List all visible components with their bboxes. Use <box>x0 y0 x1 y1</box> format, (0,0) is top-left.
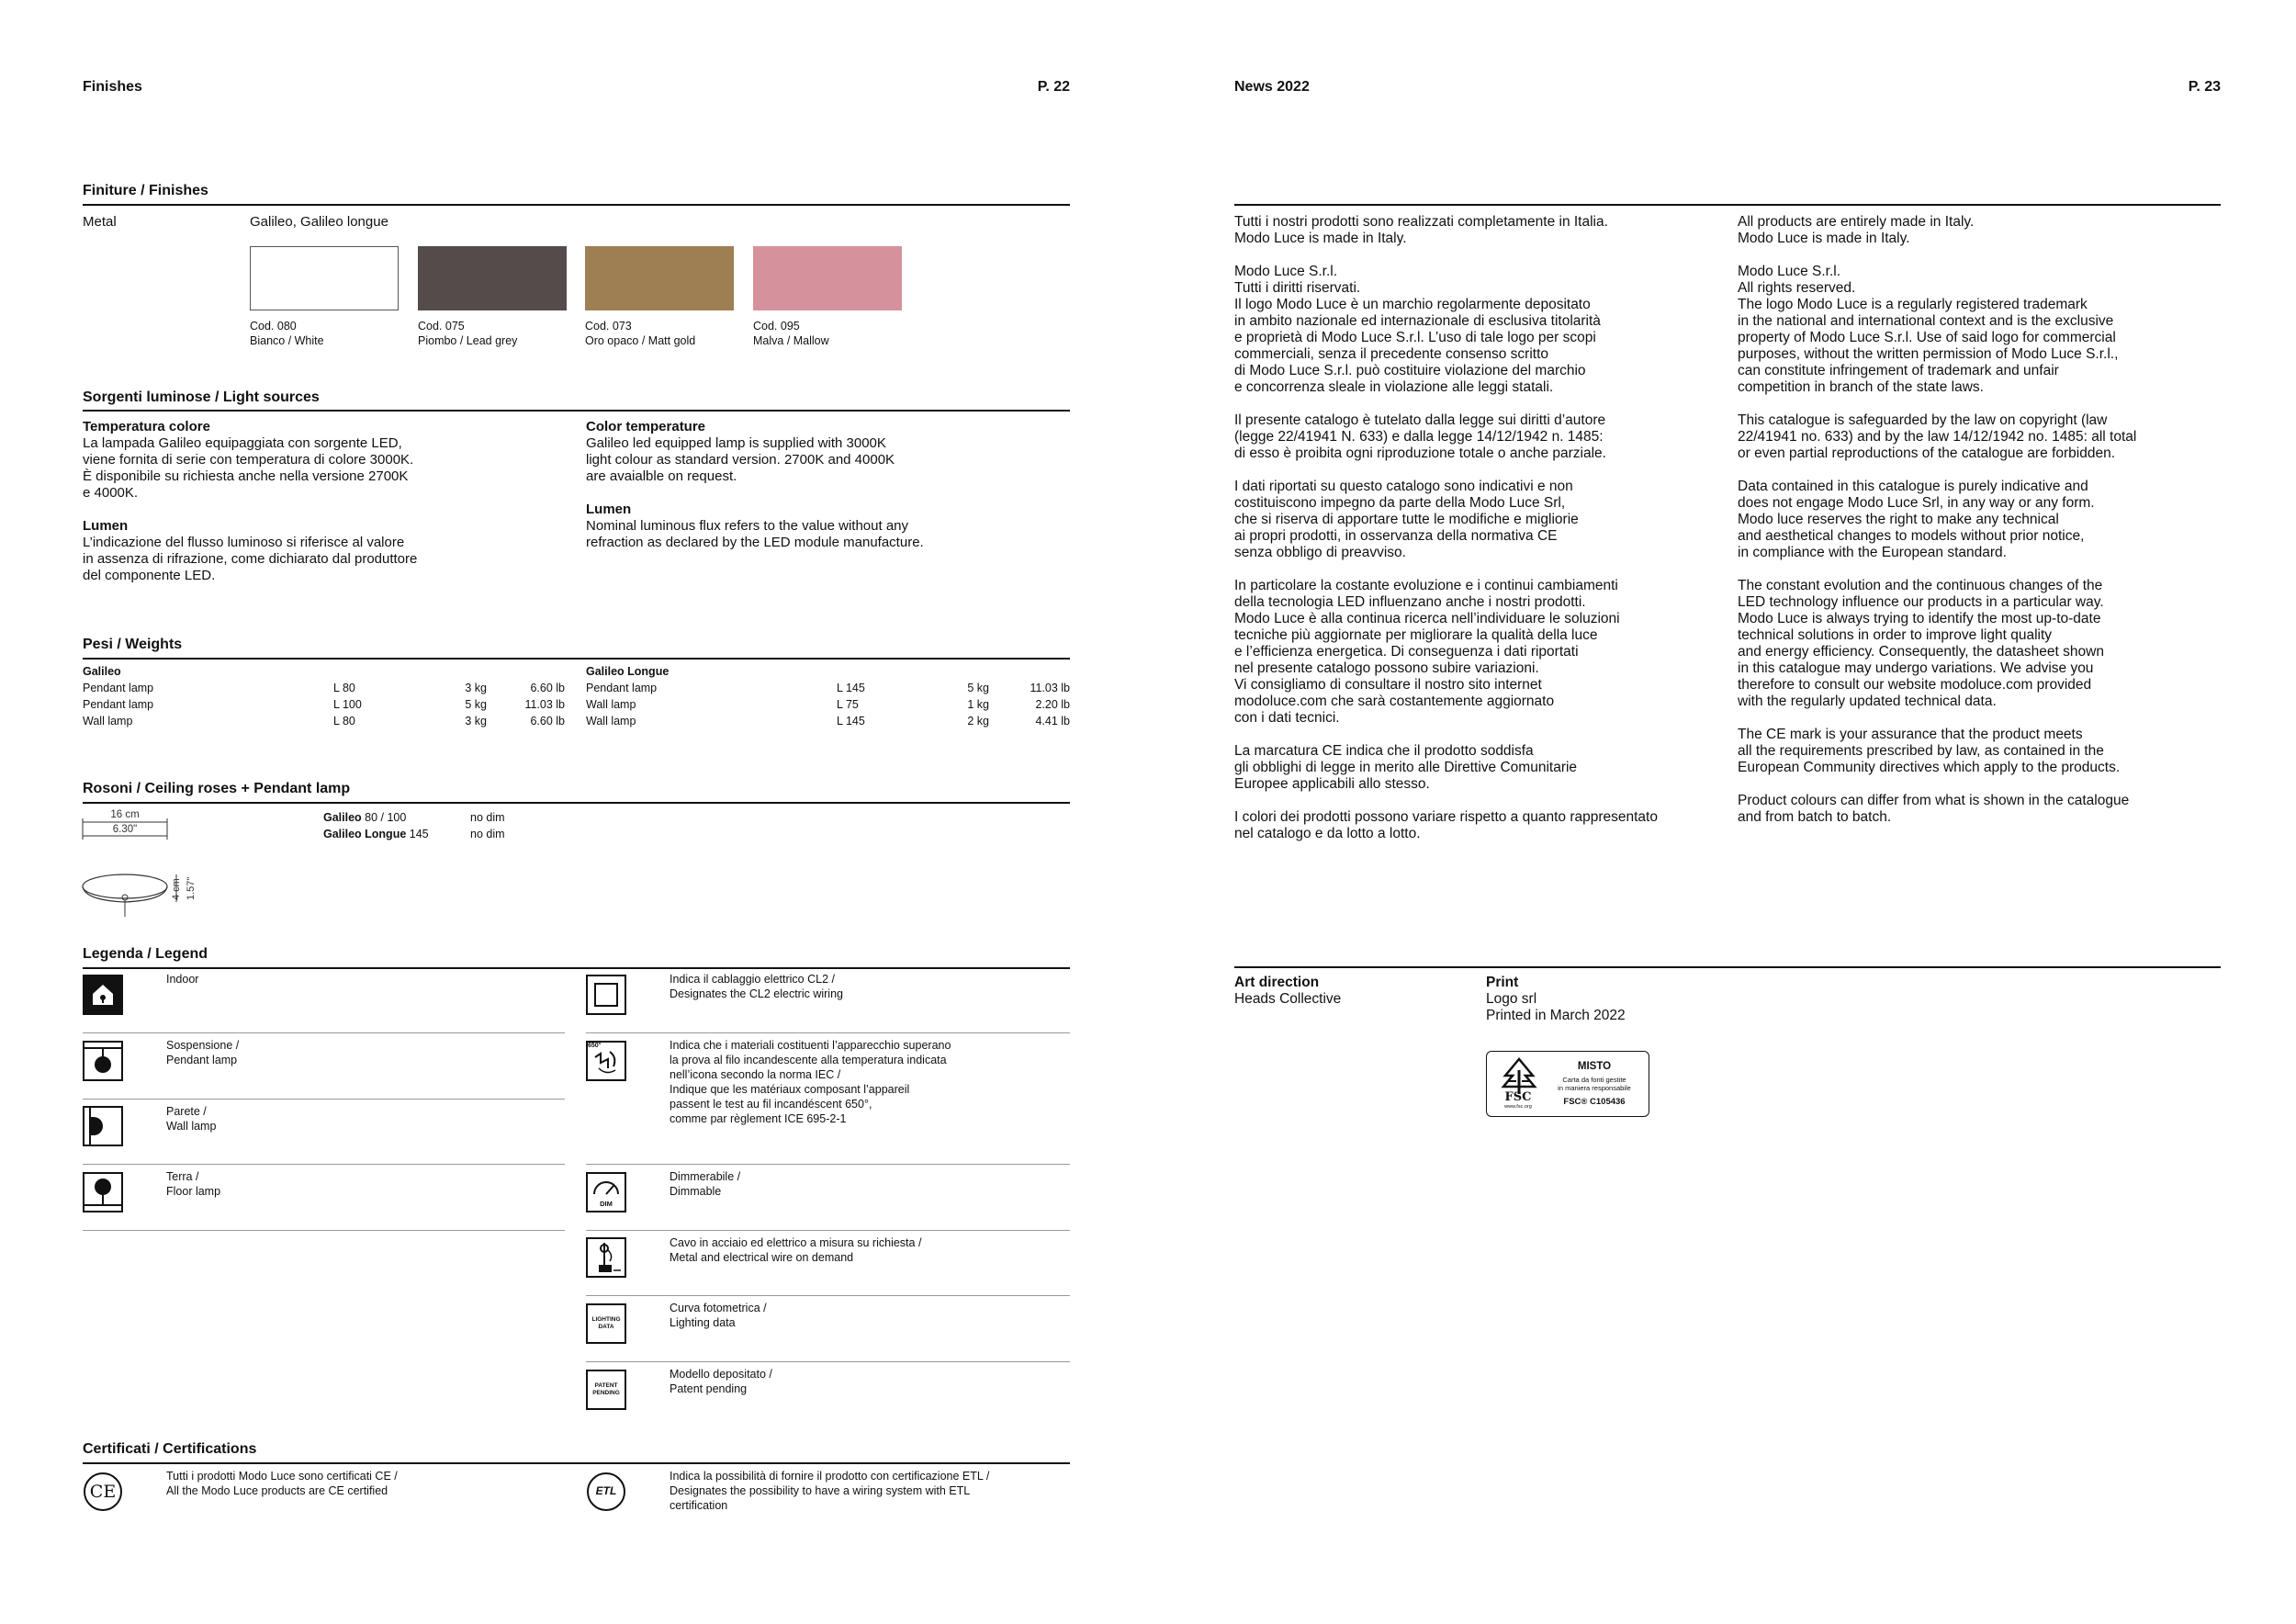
legend-dimmable-text <box>670 1169 740 1199</box>
swatch-name: Oro opaco / Matt gold <box>585 334 696 347</box>
legal-paragraph <box>1234 743 1658 793</box>
art-direction-name: Heads Collective <box>1234 991 1342 1007</box>
text-line: ai propri prodotti, in osservanza della normativa CE <box>1234 528 1558 544</box>
rose-sizes: 145 <box>406 828 429 840</box>
ce-mark-icon <box>83 1472 123 1512</box>
text-line: senza obbligo di preavviso. <box>1234 545 1406 560</box>
credits-art-direction <box>1234 975 1341 1008</box>
text-line: property of Modo Luce S.r.l. Use of said logo for commercial <box>1738 330 2116 345</box>
floor-lamp-icon <box>83 1172 123 1212</box>
text-line: (legge 22/41941 N. 633) e dalla legge 14/12/1942 n. 1485: <box>1234 429 1604 445</box>
text-line: Dimmerabile / <box>670 1170 741 1183</box>
text-line: Indica la possibilità di fornire il prodotto con certificazione ETL / <box>670 1470 990 1483</box>
lamp-type: Pendant lamp <box>586 682 658 694</box>
text-line: with the regularly updated technical data. <box>1738 694 1997 709</box>
text-line: The logo Modo Luce is a regularly registered trademark <box>1738 297 2088 312</box>
text-line: della tecnologia LED influenzano anche i nostri prodotti. <box>1234 594 1586 610</box>
fsc-logo <box>1486 1051 1649 1117</box>
legal-paragraph <box>1738 412 2136 462</box>
text-line: e l’efficienza energetica. Di conseguenza i dati riportati <box>1234 644 1579 660</box>
text-line: therefore to consult our website modoluce.com provided <box>1738 677 2092 693</box>
rose-height-cm: 4 cm <box>171 878 182 900</box>
text-line: in ambito nazionale ed internazionale di esclusiva titolarità <box>1234 313 1601 329</box>
text-line: All the Modo Luce products are CE certified <box>166 1484 388 1497</box>
text-line: in assenza di rifrazione, come dichiarato dal produttore <box>83 551 418 567</box>
text-line: This catalogue is safeguarded by the law on copyright (law <box>1738 412 2108 428</box>
swatch-matt-gold <box>585 246 734 310</box>
text-line: nell’icona secondo la norma IEC / <box>670 1068 841 1081</box>
lamp-size: L 75 <box>837 698 859 711</box>
text-line: Modo luce reserves the right to make any technical <box>1738 512 2059 527</box>
text-line: Tutti i prodotti Modo Luce sono certificati CE / <box>166 1470 398 1483</box>
text-line: Tutti i diritti riservati. <box>1234 280 1361 296</box>
text-line: Wall lamp <box>166 1120 217 1133</box>
lamp-lb: 11.03 lb <box>524 698 565 711</box>
print-date: Printed in March 2022 <box>1486 1008 1626 1023</box>
legend-divider <box>83 1230 565 1231</box>
swatch-white-label <box>250 319 324 348</box>
finish-material: Metal <box>83 214 117 230</box>
lamp-kg: 3 kg <box>465 682 487 694</box>
text-line: la prova al filo incandescente alla temperatura indicata <box>670 1054 947 1066</box>
etl-mark-icon <box>586 1472 626 1512</box>
light-sources-it <box>83 419 417 584</box>
text-line: Modo Luce is always trying to identify the most up-to-date <box>1738 611 2101 626</box>
text-line: does not engage Modo Luce Srl, in any way or any form. <box>1738 495 2095 511</box>
weights-longue <box>586 663 1070 729</box>
legend-patent-text <box>670 1367 772 1396</box>
text-line: L’indicazione del flusso luminoso si riferisce al valore <box>83 535 405 550</box>
icon-text: LIGHTING <box>591 1316 621 1323</box>
text-line: in maniera responsabile <box>1558 1084 1631 1092</box>
text-line: Il presente catalogo è tutelato dalla legge sui diritti d’autore <box>1234 412 1606 428</box>
lighting-data-label <box>586 1316 626 1331</box>
text-line: di esso è proibita ogni riproduzione totale o anche parziale. <box>1234 445 1606 461</box>
legal-paragraph <box>1738 727 2136 776</box>
swatch-code: Cod. 073 <box>585 320 632 333</box>
text-line: Metal and electrical wire on demand <box>670 1251 854 1264</box>
text-line: nel presente catalogo possono subire variazioni. <box>1234 660 1539 676</box>
swatch-lead-grey <box>418 246 567 310</box>
swatch-mallow <box>753 246 902 310</box>
text-line: and from batch to batch. <box>1738 809 1892 825</box>
text-line: Indique que les matériaux composant l’appareil <box>670 1083 910 1096</box>
text-line: all the requirements prescribed by law, as contained in the <box>1738 743 2104 759</box>
lamp-kg: 5 kg <box>967 682 989 694</box>
dim-label: DIM <box>600 1200 613 1208</box>
roses-list <box>323 809 562 842</box>
text-line: technical solutions in order to improve light quality <box>1738 627 2053 643</box>
text-line: competition in branch of the state laws. <box>1738 379 1984 395</box>
temp-title-en: Color temperature <box>586 419 706 434</box>
patent-pending-icon <box>586 1370 626 1410</box>
text-line: Il logo Modo Luce è un marchio regolarmente depositato <box>1234 297 1591 312</box>
finishes-title: Finiture / Finishes <box>83 183 208 198</box>
ce-text <box>166 1469 398 1498</box>
lamp-size: L 145 <box>837 682 865 694</box>
legend-divider <box>83 1099 565 1100</box>
text-line: Carta da fonti gestite <box>1562 1076 1626 1084</box>
legal-paragraph <box>1234 809 1658 842</box>
legal-paragraph <box>1234 578 1658 727</box>
text-line: and aesthetical changes to models without prior notice, <box>1738 528 2085 544</box>
text-line: Lighting data <box>670 1316 736 1329</box>
lamp-lb: 4.41 lb <box>1035 715 1070 727</box>
text-line: viene fornita di serie con temperatura di colore 3000K. <box>83 452 414 468</box>
legend-wire-text <box>670 1235 921 1265</box>
lamp-lb: 11.03 lb <box>1030 682 1070 694</box>
swatch-code: Cod. 080 <box>250 320 297 333</box>
text-line: certification <box>670 1499 728 1512</box>
swatch-name: Malva / Mallow <box>753 334 829 347</box>
fsc-code: FSC® C105436 <box>1563 1097 1626 1107</box>
text-line: e concorrenza sleale in violazione alle leggi statali. <box>1234 379 1554 395</box>
text-line: Floor lamp <box>166 1185 221 1198</box>
legal-paragraph <box>1738 793 2136 826</box>
lighting-data-icon <box>586 1303 626 1344</box>
wire-on-demand-icon <box>586 1237 626 1278</box>
text-line: Curva fotometrica / <box>670 1302 767 1314</box>
lamp-type: Wall lamp <box>83 715 133 727</box>
right-page-title: News 2022 <box>1234 79 1310 95</box>
lamp-type: Pendant lamp <box>83 682 154 694</box>
table-row <box>586 680 1070 696</box>
legend-divider <box>586 1164 1070 1165</box>
legend-lighting-text <box>670 1301 767 1330</box>
weights-title: Pesi / Weights <box>83 637 183 652</box>
wall-lamp-icon <box>83 1106 123 1146</box>
text-line: purposes, without the written permission of Modo Luce S.r.l., <box>1738 346 2119 362</box>
etl-text <box>670 1469 989 1513</box>
swatch-code: Cod. 095 <box>753 320 800 333</box>
legal-text-italian <box>1234 214 1658 859</box>
legend-rule <box>83 967 1070 969</box>
weights-group-name: Galileo <box>83 665 121 678</box>
right-page-number: P. 23 <box>2188 79 2221 95</box>
weights-galileo <box>83 663 565 729</box>
print-title: Print <box>1486 975 1519 990</box>
cl2-wiring-icon <box>586 975 626 1015</box>
legend-indoor-text <box>166 972 198 987</box>
table-row <box>83 696 565 713</box>
lamp-size: L 100 <box>333 698 362 711</box>
text-line: European Community directives which apply to the products. <box>1738 760 2121 775</box>
legend-wall-text <box>166 1104 216 1133</box>
text-line: Designates the CL2 electric wiring <box>670 987 843 1000</box>
certifications-rule <box>83 1462 1070 1464</box>
lamp-size: L 80 <box>333 715 355 727</box>
swatch-white <box>250 246 399 310</box>
finish-models: Galileo, Galileo longue <box>250 214 388 230</box>
text-line: e proprietà di Modo Luce S.r.l. L’uso di tale logo per scopi <box>1234 330 1596 345</box>
text-line: Indoor <box>166 973 199 986</box>
text-line: Cavo in acciaio ed elettrico a misura su richiesta / <box>670 1236 922 1249</box>
swatch-mallow-label <box>753 319 829 348</box>
indoor-icon <box>83 975 123 1015</box>
legend-divider <box>586 1230 1070 1231</box>
lamp-kg: 3 kg <box>465 715 487 727</box>
rose-model: Galileo <box>323 811 362 824</box>
text-line: can constitute infringement of trademark and unfair <box>1738 363 2059 378</box>
text-line: con i dati tecnici. <box>1234 710 1340 726</box>
lamp-type: Pendant lamp <box>83 698 154 711</box>
table-row <box>83 680 565 696</box>
text-line: All rights reserved. <box>1738 280 1856 296</box>
pendant-lamp-icon <box>83 1041 123 1081</box>
text-line: and energy efficiency. Consequently, the datasheet shown <box>1738 644 2104 660</box>
text-line: Terra / <box>166 1170 199 1183</box>
legend-divider <box>586 1032 1070 1033</box>
legal-paragraph <box>1738 578 2136 710</box>
swatch-code: Cod. 075 <box>418 320 465 333</box>
text-line: Modo Luce è alla continua ricerca nell’individuare le soluzioni <box>1234 611 1620 626</box>
legal-paragraph <box>1234 412 1658 462</box>
legend-floor-text <box>166 1169 220 1199</box>
temp-title-it: Temperatura colore <box>83 419 210 434</box>
text-line: in this catalogue may undergo variations. We advise you <box>1738 660 2094 676</box>
fsc-source-text <box>1544 1076 1645 1092</box>
legend-divider <box>586 1295 1070 1296</box>
lamp-type: Wall lamp <box>586 715 636 727</box>
glow-wire-temp: 650° <box>588 1043 602 1049</box>
rose-row <box>323 826 562 842</box>
legend-divider <box>83 1164 565 1165</box>
text-line: Modo Luce S.r.l. <box>1738 264 1841 279</box>
credits-rule <box>1234 966 2221 968</box>
legal-text-english <box>1738 214 2136 842</box>
rose-dim: no dim <box>470 811 505 824</box>
text-line: are avaialble on request. <box>586 468 737 484</box>
left-page-title: Finishes <box>83 79 142 95</box>
etl-mark-text: ETL <box>595 1484 617 1497</box>
swatch-matt-gold-label <box>585 319 695 348</box>
ce-mark-text: CE <box>89 1482 117 1502</box>
table-row <box>83 713 565 729</box>
legend-divider <box>83 1032 565 1033</box>
text-line: tecniche più aggiornate per migliorare la qualità della luce <box>1234 627 1598 643</box>
text-line: del componente LED. <box>83 568 216 583</box>
icon-text: PENDING <box>592 1390 620 1396</box>
text-line: che si riserva di apportare tutte le modifiche e migliorie <box>1234 512 1579 527</box>
left-page-number: P. 22 <box>1037 79 1070 95</box>
legal-paragraph <box>1738 264 2136 396</box>
text-line: commerciali, senza il precedente consenso scritto <box>1234 346 1549 362</box>
legal-paragraph <box>1234 479 1658 561</box>
text-line: nel catalogo e da lotto a lotto. <box>1234 826 1421 841</box>
text-line: Dimmable <box>670 1185 722 1198</box>
lamp-size: L 145 <box>837 715 865 727</box>
lamp-kg: 2 kg <box>967 715 989 727</box>
text-line: passent le test au fil incandéscent 650°, <box>670 1098 872 1111</box>
legal-paragraph <box>1234 264 1658 396</box>
swatch-name: Piombo / Lead grey <box>418 334 518 347</box>
text-line: di Modo Luce S.r.l. può costituire violazione del marchio <box>1234 363 1586 378</box>
text-line: Pendant lamp <box>166 1054 238 1066</box>
text-line: Modello depositato / <box>670 1368 772 1381</box>
table-row <box>586 696 1070 713</box>
certifications-title: Certificati / Certifications <box>83 1441 257 1457</box>
text-line: Data contained in this catalogue is purely indicative and <box>1738 479 2088 494</box>
lamp-kg: 1 kg <box>967 698 989 711</box>
legend-divider <box>586 1361 1070 1362</box>
rose-row <box>323 809 562 826</box>
text-line: La lampada Galileo equipaggiata con sorgente LED, <box>83 435 402 451</box>
credits-print <box>1486 975 1626 1024</box>
lamp-size: L 80 <box>333 682 355 694</box>
weights-rule <box>83 658 1070 660</box>
text-line: light colour as standard version. 2700K and 4000K <box>586 452 895 468</box>
lamp-lb: 6.60 lb <box>530 715 565 727</box>
text-line: in the national and international context and is the exclusive <box>1738 313 2114 329</box>
legal-paragraph <box>1234 214 1658 247</box>
text-line: Modo Luce is made in Italy. <box>1234 231 1407 246</box>
text-line: I dati riportati su questo catalogo sono indicativi e non <box>1234 479 1573 494</box>
text-line: gli obblighi di legge in merito alle Direttive Comunitarie <box>1234 760 1578 775</box>
rose-dim: no dim <box>470 828 505 840</box>
text-line: 22/41941 no. 633) and by the law 14/12/1942 no. 1485: all total <box>1738 429 2137 445</box>
text-line: costituiscono impegno da parte della Modo Luce Srl, <box>1234 495 1566 511</box>
lamp-kg: 5 kg <box>465 698 487 711</box>
legend-glow-wire-text <box>670 1038 951 1126</box>
text-line: Europee applicabili allo stesso. <box>1234 776 1430 792</box>
text-line: Sospensione / <box>166 1039 240 1052</box>
text-line: Modo Luce S.r.l. <box>1234 264 1338 279</box>
text-line: Indica che i materiali costituenti l’apparecchio superano <box>670 1039 951 1052</box>
text-line: e 4000K. <box>83 485 139 501</box>
table-row <box>586 713 1070 729</box>
glow-wire-650-icon <box>586 1041 626 1081</box>
icon-text: DATA <box>598 1324 614 1330</box>
text-line: Product colours can differ from what is shown in the catalogue <box>1738 793 2130 808</box>
light-sources-rule <box>83 410 1070 412</box>
fsc-site: www.fsc.org <box>1504 1104 1532 1110</box>
legend-cl2-text <box>670 972 843 1001</box>
finishes-rule <box>83 204 1070 206</box>
icon-text: PATENT <box>594 1382 618 1389</box>
lamp-lb: 2.20 lb <box>1035 698 1070 711</box>
text-line: Modo Luce is made in Italy. <box>1738 231 1910 246</box>
text-line: Patent pending <box>670 1382 748 1395</box>
text-line: Tutti i nostri prodotti sono realizzati completamente in Italia. <box>1234 214 1608 230</box>
text-line: Parete / <box>166 1105 207 1118</box>
text-line: I colori dei prodotti possono variare rispetto a quanto rappresentato <box>1234 809 1658 825</box>
lumen-title-it: Lumen <box>83 518 129 534</box>
dimmable-icon <box>586 1172 626 1212</box>
text-line: refraction as declared by the LED module manufacture. <box>586 535 924 550</box>
text-line: The CE mark is your assurance that the product meets <box>1738 727 2083 742</box>
text-line: Galileo led equipped lamp is supplied with 3000K <box>586 435 886 451</box>
rose-width-in: 6.30" <box>112 824 138 835</box>
lamp-type: Wall lamp <box>586 698 636 711</box>
legend-title: Legenda / Legend <box>83 946 208 962</box>
text-line: Nominal luminous flux refers to the value without any <box>586 518 909 534</box>
lumen-title-en: Lumen <box>586 502 632 517</box>
fsc-word: FSC <box>1504 1090 1532 1104</box>
text-line: LED technology influence our products in a particular way. <box>1738 594 2104 610</box>
text-line: in compliance with the European standard. <box>1738 545 2007 560</box>
legend-pendant-text <box>166 1038 239 1067</box>
art-direction-title: Art direction <box>1234 975 1320 990</box>
text-line: Designates the possibility to have a wiring system with ETL <box>670 1484 971 1497</box>
legal-top-rule <box>1234 204 2221 206</box>
print-name: Logo srl <box>1486 991 1537 1007</box>
text-line: In particolare la costante evoluzione e i continui cambiamenti <box>1234 578 1618 593</box>
text-line: or even partial reproductions of the catalogue are forbidden. <box>1738 445 2116 461</box>
swatch-lead-grey-label <box>418 319 517 348</box>
legal-paragraph <box>1738 214 2136 247</box>
swatch-name: Bianco / White <box>250 334 324 347</box>
fsc-tree-icon <box>1496 1057 1542 1094</box>
fsc-misto: MISTO <box>1577 1061 1612 1072</box>
patent-pending-label <box>586 1382 626 1397</box>
lamp-lb: 6.60 lb <box>530 682 565 694</box>
light-sources-title: Sorgenti luminose / Light sources <box>83 389 320 405</box>
text-line: comme par règlement ICE 695-2-1 <box>670 1112 847 1125</box>
legal-paragraph <box>1738 479 2136 561</box>
text-line: modoluce.com che sarà costantemente aggiornato <box>1234 694 1555 709</box>
rose-model: Galileo Longue <box>323 828 407 840</box>
weights-group-name: Galileo Longue <box>586 665 670 678</box>
rose-height-in: 1.57" <box>186 876 197 900</box>
text-line: Indica il cablaggio elettrico CL2 / <box>670 973 835 986</box>
text-line: The constant evolution and the continuous changes of the <box>1738 578 2103 593</box>
roses-rule <box>83 802 1070 804</box>
text-line: La marcatura CE indica che il prodotto soddisfa <box>1234 743 1534 759</box>
rose-sizes: 80 / 100 <box>361 811 407 824</box>
text-line: È disponibile su richiesta anche nella versione 2700K <box>83 468 409 484</box>
roses-title: Rosoni / Ceiling roses + Pendant lamp <box>83 781 351 796</box>
text-line: Vi consigliamo di consultare il nostro sito internet <box>1234 677 1542 693</box>
rose-width-cm: 16 cm <box>110 809 140 820</box>
text-line: All products are entirely made in Italy. <box>1738 214 1975 230</box>
light-sources-en <box>586 419 924 551</box>
